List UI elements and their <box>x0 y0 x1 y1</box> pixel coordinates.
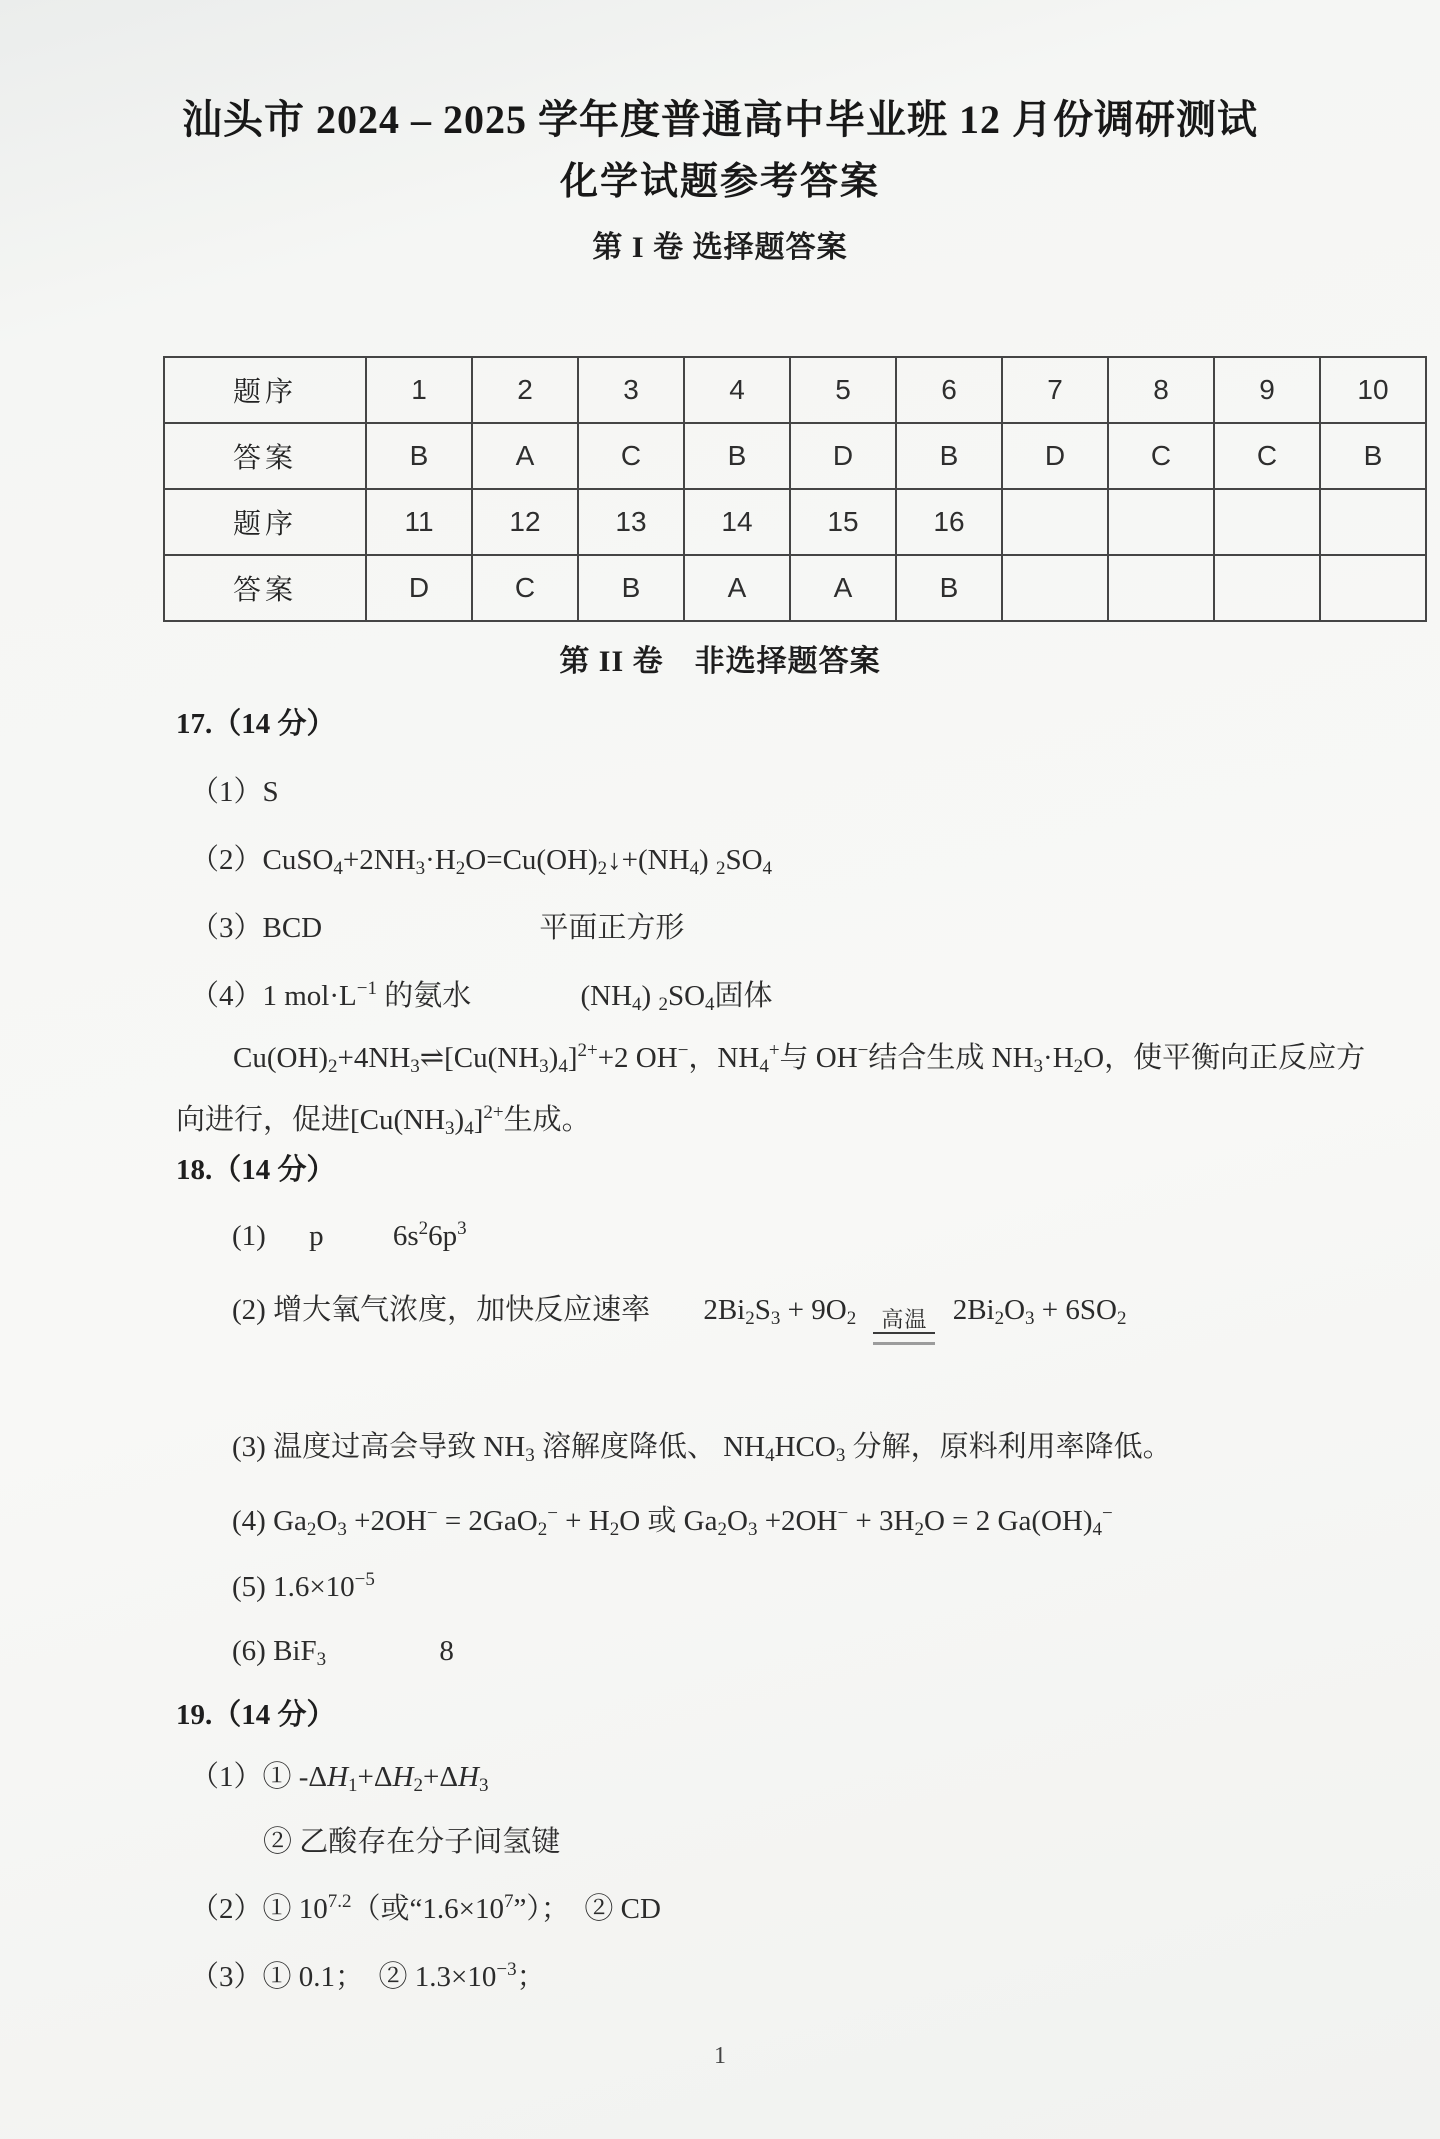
q18-answer-2-equation-right: $2Bi_2O_3 + 6SO_2$ <box>952 1293 1127 1329</box>
q18-answer-1 <box>232 1218 1440 1254</box>
section1-heading: 第 I 卷 选择题答案 <box>592 230 848 264</box>
table-cell: C <box>578 423 684 489</box>
answer-table <box>163 356 1427 622</box>
table-row-header: 题序 <box>164 357 366 423</box>
table-cell: 1 <box>366 357 472 423</box>
q18-answer-4: (4) $Ga_2O_3 +2OH^- = 2GaO_2^- + H_2O$ 或 $Ga_2O_3 +2OH^- + 3H_2O = 2$ $Ga(OH)_4^-$ <box>232 1502 1113 1540</box>
table-cell: B <box>1320 423 1426 489</box>
table-cell <box>1214 489 1320 555</box>
reaction-equals-line <box>873 1332 935 1345</box>
q18-answer-1-block: p <box>309 1219 324 1252</box>
q17-answer-4-part2: $(NH_4)$ $_2SO_4$固体 <box>580 979 773 1015</box>
table-cell: 14 <box>684 489 790 555</box>
table-cell: D <box>1002 423 1108 489</box>
table-cell: 4 <box>684 357 790 423</box>
q17-answer-3-geometry: 平面正方形 <box>539 911 685 944</box>
table-cell <box>1214 555 1320 621</box>
table-cell: 11 <box>366 489 472 555</box>
table-cell: 9 <box>1214 357 1320 423</box>
q18-answer-5: (5) $1.6\times 10^{-5}$ <box>232 1568 375 1603</box>
table-cell: B <box>896 423 1002 489</box>
table-row <box>164 423 1426 489</box>
table-cell: A <box>684 555 790 621</box>
q18-answer-6 <box>232 1633 1440 1669</box>
table-cell: 15 <box>790 489 896 555</box>
q19-heading: 19.（14 分） <box>176 1698 336 1731</box>
q18-answer-2-equation-left: $2Bi_2S_3 + 9O_2$ <box>703 1293 857 1329</box>
table-cell: 10 <box>1320 357 1426 423</box>
q19-answer-1-part2: ② 乙酸存在分子间氢键 <box>263 1825 561 1858</box>
table-cell: D <box>366 555 472 621</box>
table-cell <box>1108 489 1214 555</box>
q19-answer-1-part1: （1）① $-\Delta H_1+\Delta H_2+\Delta H_3$ <box>190 1760 489 1796</box>
q18-answer-1-label: (1) <box>232 1219 266 1252</box>
table-cell: 8 <box>1108 357 1214 423</box>
table-cell: 7 <box>1002 357 1108 423</box>
table-cell: A <box>472 423 578 489</box>
table-cell: 6 <box>896 357 1002 423</box>
q18-answer-2-text: (2) 增大氧气浓度，加快反应速率 <box>232 1293 651 1326</box>
q18-heading: 18.（14 分） <box>176 1153 336 1186</box>
table-cell: 16 <box>896 489 1002 555</box>
table-row-header: 题序 <box>164 489 366 555</box>
table-cell <box>1320 489 1426 555</box>
table-cell: 13 <box>578 489 684 555</box>
table-row <box>164 357 1426 423</box>
table-cell: C <box>1108 423 1214 489</box>
table-cell: B <box>896 555 1002 621</box>
table-cell: 3 <box>578 357 684 423</box>
doc-subtitle: 化学试题参考答案 <box>559 161 880 203</box>
q18-answer-3: (3) 温度过高会导致 $NH_3$ 溶解度降低、 $NH_4HCO_3$ 分解，原料利用率降低。 <box>232 1430 1172 1466</box>
reaction-condition-label: 高温 <box>881 1306 928 1332</box>
q17-answer-3 <box>190 910 1440 946</box>
q17-heading: 17.（14 分） <box>176 707 336 740</box>
table-cell: D <box>790 423 896 489</box>
q17-answer-4-part1: （4）1 $mol\cdot L^{-1}$ 的氨水 <box>190 977 472 1012</box>
table-cell: 12 <box>472 489 578 555</box>
reaction-condition <box>873 1306 935 1345</box>
table-cell <box>1002 489 1108 555</box>
table-cell: A <box>790 555 896 621</box>
q19-answer-2: （2）① $10^{7.2}$（或“$1.6\times 10^7$”）； ② CD <box>190 1890 661 1925</box>
table-row-header: 答案 <box>164 423 366 489</box>
table-cell: 5 <box>790 357 896 423</box>
table-cell: C <box>472 555 578 621</box>
q18-answer-1-configuration: $6s^26p^3$ <box>392 1217 467 1252</box>
table-cell: C <box>1214 423 1320 489</box>
table-cell: B <box>684 423 790 489</box>
table-row <box>164 555 1426 621</box>
table-cell: B <box>366 423 472 489</box>
q17-explanation-line1: $Cu(OH)_2+4NH_3\rightleftharpoons[Cu(NH_3)_4]^{2+}+2$ OH−，$NH_4^+$与 OH−结合生成 $NH_3\cdot H_2O$，使平衡向正反应方 <box>233 1039 1366 1077</box>
section2-heading: 第 II 卷 非选择题答案 <box>559 644 881 678</box>
q19-answer-3: （3）① 0.1； ② $1.3\times 10^{-3}$； <box>190 1958 546 1993</box>
q17-answer-4 <box>190 978 1440 1014</box>
table-cell <box>1320 555 1426 621</box>
q18-answer-2 <box>232 1292 1440 1345</box>
q17-answer-1: （1）S <box>190 775 279 808</box>
q18-answer-6-formula: (6) BiF$_3$ <box>232 1634 327 1670</box>
table-cell: B <box>578 555 684 621</box>
table-row-header: 答案 <box>164 555 366 621</box>
page-number: 1 <box>714 2042 726 2069</box>
table-cell <box>1002 555 1108 621</box>
q17-answer-2: $(2)CuSO_4+2NH_3\cdot H_2O=Cu(OH)_2↓+(NH_4)$ $_2SO_4$ <box>190 843 773 879</box>
table-cell <box>1108 555 1214 621</box>
q17-explanation-line2: 向进行，促进$[Cu(NH_3)_4]^{2+}$生成。 <box>176 1101 591 1139</box>
table-cell: 2 <box>472 357 578 423</box>
table-row <box>164 489 1426 555</box>
q17-answer-3-choice: （3）BCD <box>190 911 323 944</box>
q18-answer-6-number: 8 <box>439 1634 454 1667</box>
doc-title: 汕头市 2024 – 2025 学年度普通高中毕业班 12 月份调研测试 <box>182 97 1258 142</box>
